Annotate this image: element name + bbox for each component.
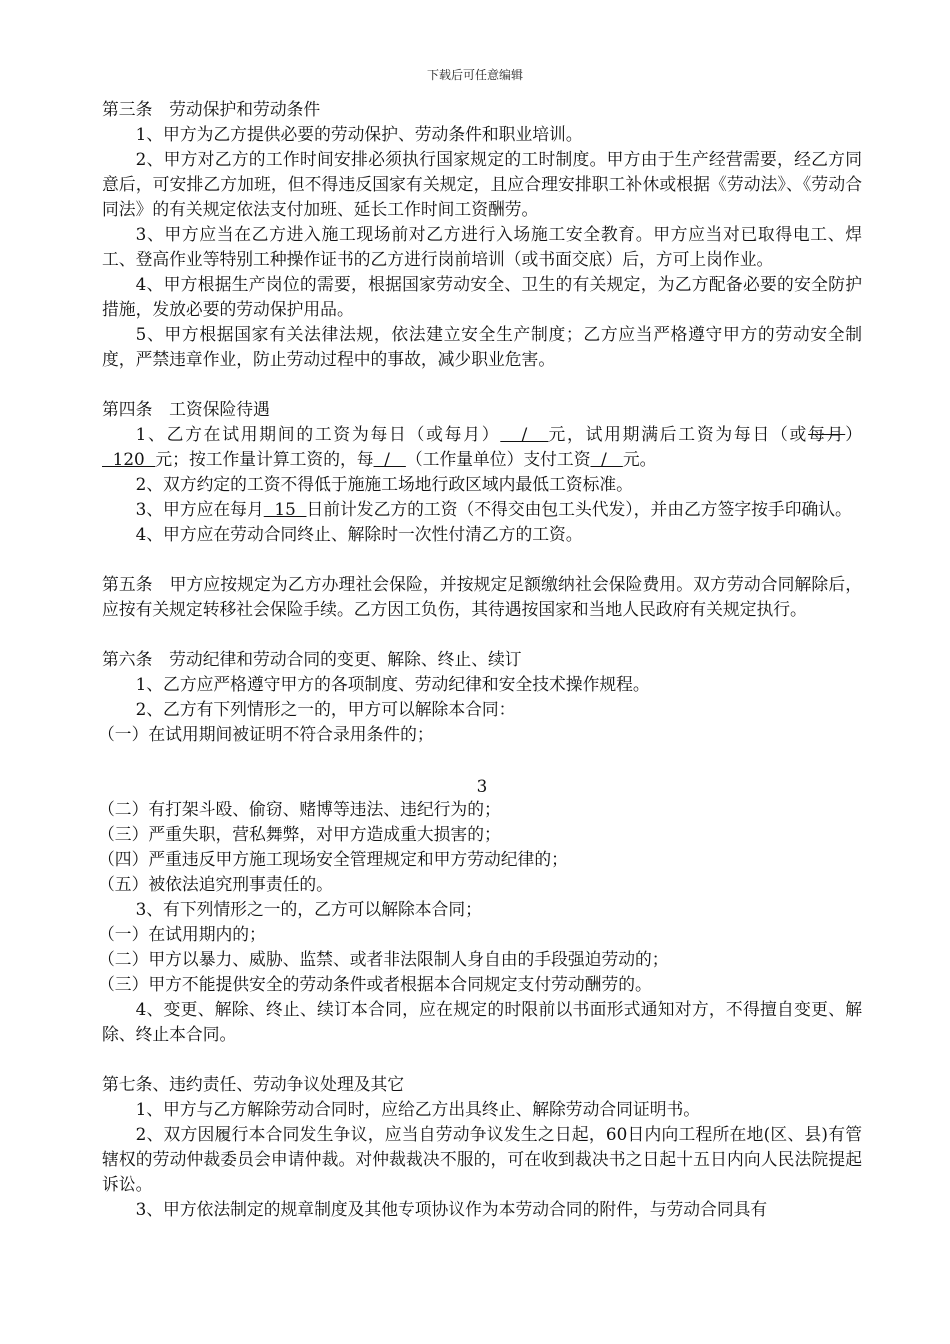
article-6-sub-3: （三）严重失职，营私舞弊，对甲方造成重大损害的； — [98, 824, 501, 844]
work-unit-blank: / — [373, 449, 406, 469]
article-7-item-3: 3、甲方依法制定的规章制度及其他专项协议作为本劳动合同的附件，与劳动合同具有 — [135, 1199, 768, 1219]
document-body — [98, 97, 862, 1222]
article-6-sub-5: （五）被依法追究刑事责任的。 — [98, 874, 333, 894]
regular-wage-blank: 120 — [102, 449, 156, 469]
article-4-item-3-text-a: 3、甲方应在每月 — [135, 499, 264, 519]
article-4-item-1-text-e: （工作量单位）支付工资 — [405, 449, 591, 469]
article-6-item-1: 1、乙方应严格遵守甲方的各项制度、劳动纪律和安全技术操作规程。 — [135, 674, 650, 694]
article-6-sub-4: （四）严重违反甲方施工现场安全管理规定和甲方劳动纪律的； — [98, 849, 568, 869]
piece-wage-blank: / — [590, 449, 623, 469]
article-4-title: 第四条 工资保险待遇 — [102, 399, 270, 419]
article-6-item-3: 3、有下列情形之一的，乙方可以解除本合同； — [135, 899, 482, 919]
article-7-item-1: 1、甲方与乙方解除劳动合同时，应给乙方出具终止、解除劳动合同证明书。 — [135, 1099, 701, 1119]
article-5: 第五条 甲方应按规定为乙方办理社会保险，并按规定足额缴纳社会保险费用。双方劳动合同解除后，应按有关规定转移社会保险手续。乙方因工负伤，其待遇按国家和当地人民政府有关规定执行。 — [102, 574, 862, 619]
article-6-sub-2: （二）有打架斗殴、偷窃、赌博等违法、违纪行为的； — [98, 799, 501, 819]
page-header: 下载后可任意编辑 — [426, 68, 523, 82]
article-3-item-3: 3、甲方应当在乙方进入施工现场前对乙方进行入场施工安全教育。甲方应当对已取得电工、焊工、登高作业等特别工种操作证书的乙方进行岗前培训（或书面交底）后，方可上岗作业。 — [102, 224, 862, 269]
article-4-item-1-text-f: 元。 — [622, 449, 657, 469]
article-4-item-4: 4、甲方应在劳动合同终止、解除时一次性付清乙方的工资。 — [135, 524, 583, 544]
article-6-item-4: 4、变更、解除、终止、续订本合同，应在规定的时限前以书面形式通知对方，不得擅自变更、解除、终止本合同。 — [102, 999, 862, 1044]
article-3-item-1: 1、甲方为乙方提供必要的劳动保护、劳动条件和职业培训。 — [135, 124, 583, 144]
article-3-item-2: 2、甲方对乙方的工作时间安排必须执行国家规定的工时制度。甲方由于生产经营需要，经乙方同意后，可安排乙方加班，但不得违反国家有关规定，且应合理安排职工补休或根据《劳动法》、《劳动合同法》的有关规定依法支付加班、延长工作时间工资酬劳。 — [102, 149, 862, 219]
article-4-item-3 — [102, 497, 862, 522]
page-number: 3 — [476, 776, 488, 796]
article-6-sub-1: （一）在试用期间被证明不符合录用条件的； — [98, 724, 434, 744]
article-6-title: 第六条 劳动纪律和劳动合同的变更、解除、终止、续订 — [102, 649, 522, 669]
struck-text: 每月 — [808, 424, 846, 444]
article-4-item-1-text-d: 元；按工作量计算工资的，每 — [155, 449, 374, 469]
article-4-item-1 — [102, 422, 862, 472]
article-7-title: 第七条、违约责任、劳动争议处理及其它 — [102, 1074, 405, 1094]
article-4-item-2: 2、双方约定的工资不得低于施施工场地行政区域内最低工资标准。 — [135, 474, 633, 494]
article-3-title: 第三条 劳动保护和劳动条件 — [102, 99, 321, 119]
article-3-item-5: 5、甲方根据国家有关法律法规，依法建立安全生产制度；乙方应当严格遵守甲方的劳动安全制度，严禁违章作业，防止劳动过程中的事故，减少职业危害。 — [102, 324, 862, 369]
article-4-item-1-text-c: ） — [845, 424, 862, 444]
article-4-item-3-text-b: 日前计发乙方的工资（不得交由包工头代发），并由乙方签字按手印确认。 — [306, 499, 852, 519]
article-4-item-1-text-b: 元，试用期满后工资为每日（或 — [548, 424, 809, 444]
article-4-item-1-text-a: 1、乙方在试用期间的工资为每日（或每月） — [135, 424, 501, 444]
article-3-item-4: 4、甲方根据生产岗位的需要，根据国家劳动安全、卫生的有关规定，为乙方配备必要的安全防护措施，发放必要的劳动保护用品。 — [102, 274, 862, 319]
article-6-item-2: 2、乙方有下列情形之一的，甲方可以解除本合同： — [135, 699, 516, 719]
pay-day-blank: 15 — [263, 499, 307, 519]
article-6-sub-6: （一）在试用期内的； — [98, 924, 266, 944]
article-7-item-2: 2、双方因履行本合同发生争议，应当自劳动争议发生之日起，60日内向工程所在地(区、县)有管辖权的劳动仲裁委员会申请仲裁。对仲裁裁决不服的，可在收到裁决书之日起十五日内向人民法院提起诉讼。 — [102, 1124, 862, 1194]
trial-wage-blank: / — [500, 424, 549, 444]
article-6-sub-7: （二）甲方以暴力、威胁、监禁、或者非法限制人身自由的手段强迫劳动的； — [98, 949, 669, 969]
article-6-sub-8: （三）甲方不能提供安全的劳动条件或者根据本合同规定支付劳动酬劳的。 — [98, 974, 652, 994]
